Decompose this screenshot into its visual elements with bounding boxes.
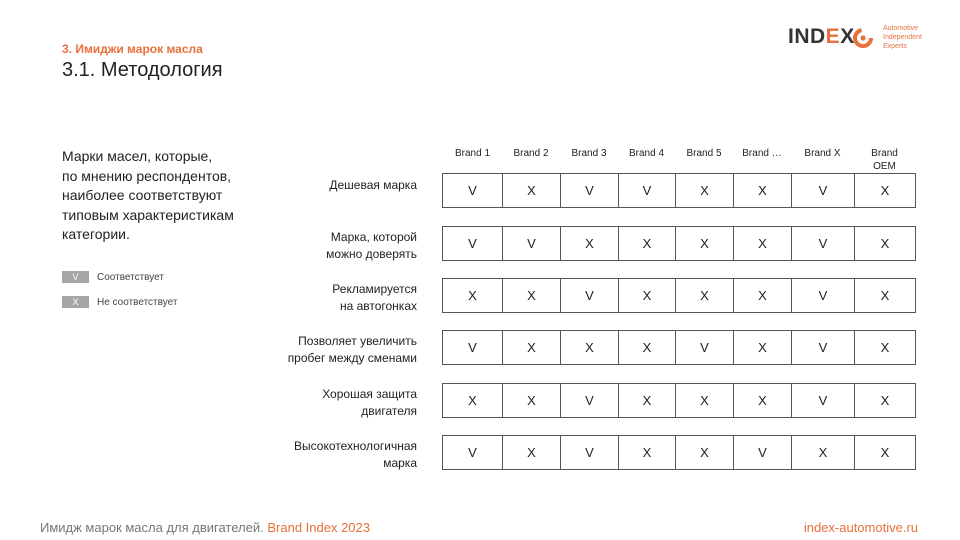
table-cell: X (502, 331, 560, 364)
row-label: Хорошая защита двигателя (322, 387, 417, 418)
row-label: Дешевая марка (329, 178, 417, 192)
table-cell: X (854, 384, 915, 417)
logo (788, 24, 938, 52)
brand-header: Brand X (804, 148, 841, 159)
brand-header: Brand 2 (513, 148, 549, 159)
table-cell: V (468, 445, 477, 460)
row-label: Высокотехнологичная марка (294, 439, 417, 470)
table-cell: V (560, 384, 618, 417)
table-cell: V (560, 279, 618, 312)
table-cell: V (468, 236, 477, 251)
table-cell: V (791, 227, 854, 260)
intro-text: Марки масел, которые, по мнению респондентов, наиболее соответствуют типовым характеристикам категории. (62, 148, 234, 242)
brand-header: Brand 3 (571, 148, 607, 159)
table-row (442, 226, 916, 261)
logo-wordmark: INDEX (788, 25, 855, 48)
table-cell: X (854, 279, 915, 312)
section-label: 3. Имиджи марок масла (62, 42, 203, 56)
table-row (442, 278, 916, 313)
row-label: Позволяет увеличить пробег между сменами (287, 334, 417, 365)
legend-text: Не соответствует (97, 296, 178, 308)
page-title: 3.1. Методология (62, 59, 223, 81)
brand-header: Brand … (742, 148, 782, 159)
logo-subtitle: Automotive Independent Experts (883, 25, 922, 50)
table-cell: V (733, 436, 791, 469)
table-row (442, 173, 916, 208)
table-cell: X (854, 331, 915, 364)
table-cell: V (791, 279, 854, 312)
brand-header: Brand OEM (871, 148, 898, 172)
table-cell: X (733, 331, 791, 364)
row-label: Марка, которой можно доверять (326, 230, 417, 261)
table-cell: X (618, 279, 675, 312)
table-cell: X (733, 227, 791, 260)
table-cell: X (675, 174, 733, 207)
footer-link[interactable]: index-automotive.ru (803, 520, 918, 535)
table-cell: X (675, 227, 733, 260)
legend-chip: X (62, 296, 89, 308)
brand-header: Brand 5 (686, 148, 722, 159)
table-cell: X (618, 384, 675, 417)
table-cell: X (502, 174, 560, 207)
table-cell: X (502, 279, 560, 312)
table-cell: X (560, 331, 618, 364)
table-cell: V (791, 384, 854, 417)
table-cell: V (791, 174, 854, 207)
table-cell: X (618, 331, 675, 364)
table-cell: V (468, 183, 477, 198)
footer-left: Имидж марок масла для двигателей. Brand Index 2023 (40, 520, 370, 535)
brand-header: Brand 4 (628, 148, 665, 159)
table-cell: X (675, 279, 733, 312)
table-cell: X (675, 384, 733, 417)
table-cell: X (618, 436, 675, 469)
table-cell: X (468, 288, 477, 303)
table-cell: X (675, 436, 733, 469)
table-cell: X (733, 279, 791, 312)
table-cell: V (560, 436, 618, 469)
legend-item-match (62, 271, 164, 283)
table-cell: X (733, 174, 791, 207)
table-cell: X (468, 393, 477, 408)
table-cell: V (502, 227, 560, 260)
table-cell: X (560, 227, 618, 260)
legend-chip: V (62, 271, 89, 283)
table-cell: V (675, 331, 733, 364)
table-cell: X (502, 384, 560, 417)
table-cell: V (618, 174, 675, 207)
table-cell: X (854, 174, 915, 207)
logo-gear-icon (852, 27, 874, 49)
legend-item-nomatch (62, 296, 177, 308)
table-row (442, 435, 916, 470)
brand-header: Brand 1 (454, 148, 491, 159)
table-cell: V (560, 174, 618, 207)
legend-text: Соответствует (97, 271, 164, 283)
table-cell: X (618, 227, 675, 260)
table-cell: X (854, 227, 915, 260)
table-cell: X (791, 436, 854, 469)
table-cell: V (791, 331, 854, 364)
row-label: Рекламируется на автогонках (332, 282, 417, 313)
table-cell: X (854, 436, 915, 469)
table-cell: X (502, 436, 560, 469)
table-cell: V (468, 340, 477, 355)
table-row (442, 330, 916, 365)
table-row (442, 383, 916, 418)
table-cell: X (733, 384, 791, 417)
